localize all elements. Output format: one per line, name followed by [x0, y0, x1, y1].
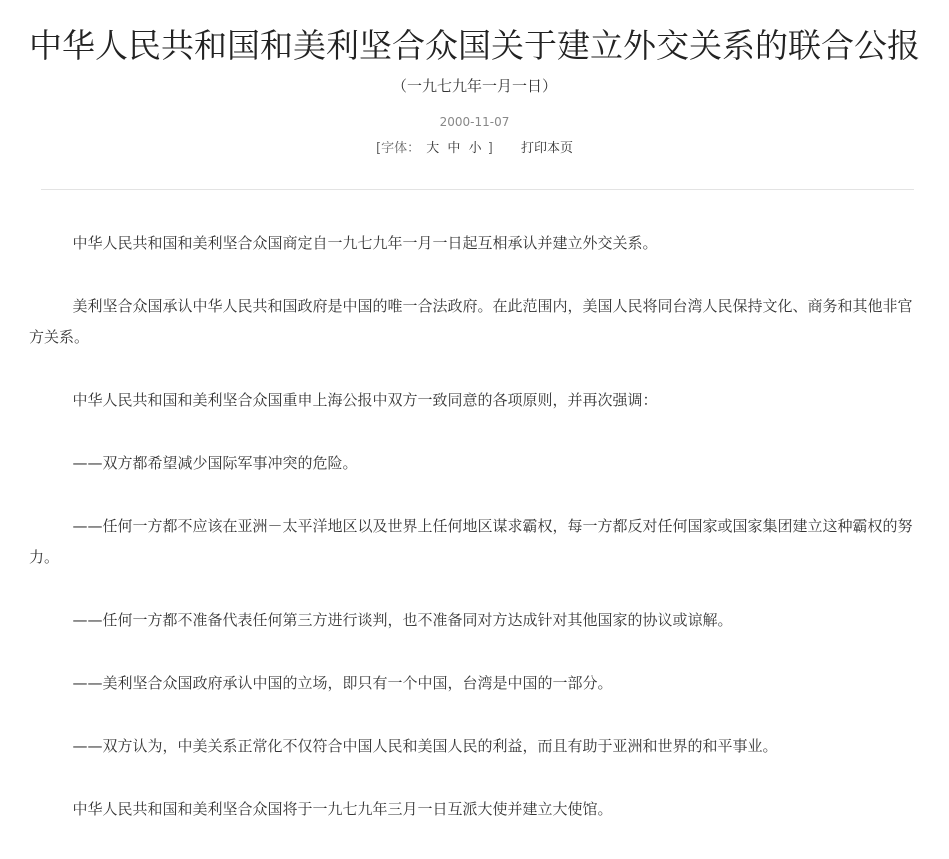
- page-title: 中华人民共和国和美利坚合众国关于建立外交关系的联合公报: [29, 26, 920, 65]
- article-paragraph: 中华人民共和国和美利坚合众国重申上海公报中双方一致同意的各项原则，并再次强调：: [72, 391, 658, 409]
- font-size-small-link[interactable]: 小: [468, 141, 482, 156]
- header-divider: [41, 189, 914, 190]
- article-body: [29, 228, 917, 857]
- article-paragraph: ——双方都希望减少国际军事冲突的危险。: [72, 454, 358, 472]
- article-paragraph: 美利坚合众国承认中华人民共和国政府是中国的唯一合法政府。在此范围内，美国人民将同台湾人民保持文化、商务和其他非官方关系。: [29, 297, 913, 346]
- article-paragraph: ——双方认为，中美关系正常化不仅符合中国人民和美国人民的利益，而且有助于亚洲和世界的和平事业。: [72, 737, 778, 755]
- article-toolbar: [0, 139, 949, 159]
- page-subtitle: （一九七九年一月一日）: [391, 77, 557, 95]
- font-size-close-bracket: ]: [487, 141, 493, 156]
- font-size-label: [字体：: [376, 141, 421, 156]
- publish-date: 2000-11-07: [439, 115, 510, 129]
- font-size-large-link[interactable]: 大: [426, 141, 440, 156]
- article-paragraph: ——任何一方都不准备代表任何第三方进行谈判，也不准备同对方达成针对其他国家的协议或谅解。: [72, 611, 733, 629]
- article-paragraph: ——美利坚合众国政府承认中国的立场，即只有一个中国，台湾是中国的一部分。: [72, 674, 613, 692]
- print-page-link[interactable]: 打印本页: [520, 141, 573, 156]
- article-paragraph: ——任何一方都不应该在亚洲－太平洋地区以及世界上任何地区谋求霸权，每一方都反对任何国家或国家集团建立这种霸权的努力。: [29, 517, 913, 566]
- article-paragraph: 中华人民共和国和美利坚合众国将于一九七九年三月一日互派大使并建立大使馆。: [72, 800, 613, 818]
- font-size-medium-link[interactable]: 中: [447, 141, 461, 156]
- article-paragraph: 中华人民共和国和美利坚合众国商定自一九七九年一月一日起互相承认并建立外交关系。: [72, 234, 658, 252]
